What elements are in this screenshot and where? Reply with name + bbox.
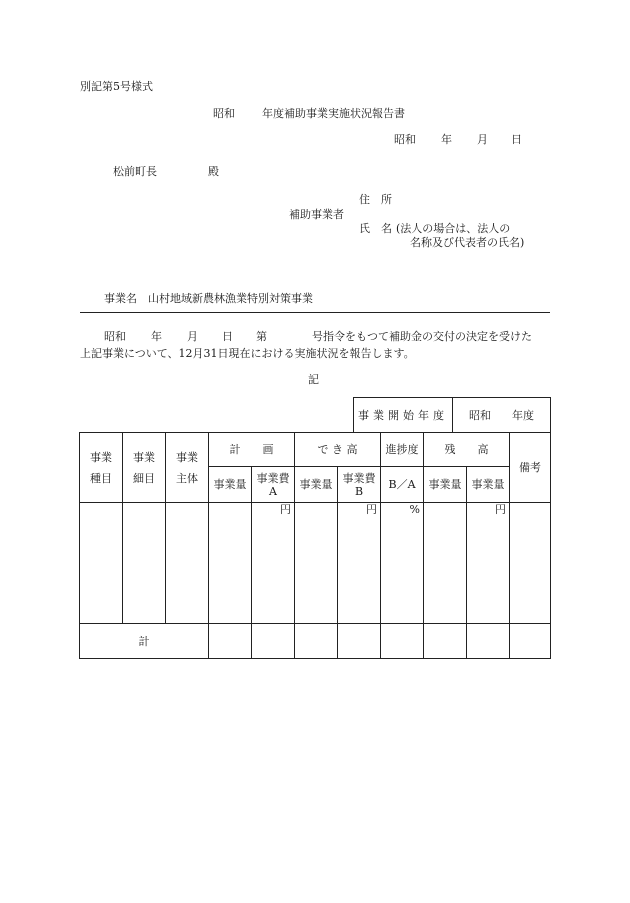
project-name: 山村地域新農林漁業特別対策事業 (148, 292, 313, 305)
name-note-1: (法人の場合は、法人の (396, 222, 511, 235)
start-year-box (353, 397, 551, 433)
progress-ratio: B／A (381, 467, 424, 503)
body-year: 年 (151, 330, 162, 343)
header-plan: 計 画 (209, 433, 295, 467)
addressee-name: 松前町長 (113, 165, 157, 178)
result-qty: 事業量 (295, 467, 338, 503)
cell-plan-cost-unit: 円 (252, 503, 295, 624)
header-entity: 事業 主体 (166, 433, 209, 503)
plan-cost: 事業費 A (252, 467, 295, 503)
remain-qty: 事業量 (424, 467, 467, 503)
date-year: 年 (441, 133, 452, 146)
header-remain: 残 高 (424, 433, 510, 467)
date-day: 日 (511, 133, 522, 146)
form-label: 別記第5号様式 (80, 80, 153, 93)
date-era: 昭和 (394, 133, 416, 146)
cell-remarks (510, 503, 551, 624)
start-year-label: 事業開始年度 (354, 398, 453, 433)
body-month: 月 (187, 330, 198, 343)
plan-qty: 事業量 (209, 467, 252, 503)
body-line1: 号指令をもつて補助金の交付の決定を受けた (312, 330, 532, 343)
cell-result-cost-unit: 円 (338, 503, 381, 624)
cell-remain-cost-unit: 円 (467, 503, 510, 624)
cell-progress-unit: % (381, 503, 424, 624)
name-note-2: 名称及び代表者の氏名) (410, 236, 525, 249)
divider (80, 312, 550, 313)
total-row (80, 624, 551, 659)
header-progress: 進捗度 (381, 433, 424, 467)
header-type: 事業 種目 (80, 433, 123, 503)
title-era: 昭和 (213, 107, 235, 120)
project-label: 事業名 (104, 292, 137, 305)
result-cost: 事業費 B (338, 467, 381, 503)
ki-heading: 記 (308, 373, 319, 386)
date-month: 月 (477, 133, 488, 146)
body-dai: 第 (256, 330, 267, 343)
name-label: 氏 名 (359, 222, 392, 235)
applicant-role: 補助事業者 (289, 208, 344, 221)
body-line2: 上記事業について、12月31日現在における実施状況を報告します。 (80, 347, 415, 360)
cell-plan-qty (209, 503, 252, 624)
table-row (80, 503, 551, 624)
cell-detail (123, 503, 166, 624)
addressee-honorific: 殿 (208, 165, 219, 178)
header-remarks: 備考 (510, 433, 551, 503)
remain-cost: 事業量 (467, 467, 510, 503)
status-table (79, 432, 551, 659)
body-day: 日 (222, 330, 233, 343)
start-year-suffix: 年度 (511, 408, 534, 422)
cell-result-qty (295, 503, 338, 624)
address-label: 住 所 (359, 193, 392, 206)
start-year-era: 昭和 (469, 408, 491, 422)
cell-remain-qty (424, 503, 467, 624)
header-detail: 事業 細目 (123, 433, 166, 503)
page-title: 年度補助事業実施状況報告書 (262, 107, 405, 120)
cell-type (80, 503, 123, 624)
start-year-value (453, 398, 551, 433)
header-result: で き 高 (295, 433, 381, 467)
total-label: 計 (80, 624, 209, 659)
cell-entity (166, 503, 209, 624)
body-era: 昭和 (104, 330, 126, 343)
